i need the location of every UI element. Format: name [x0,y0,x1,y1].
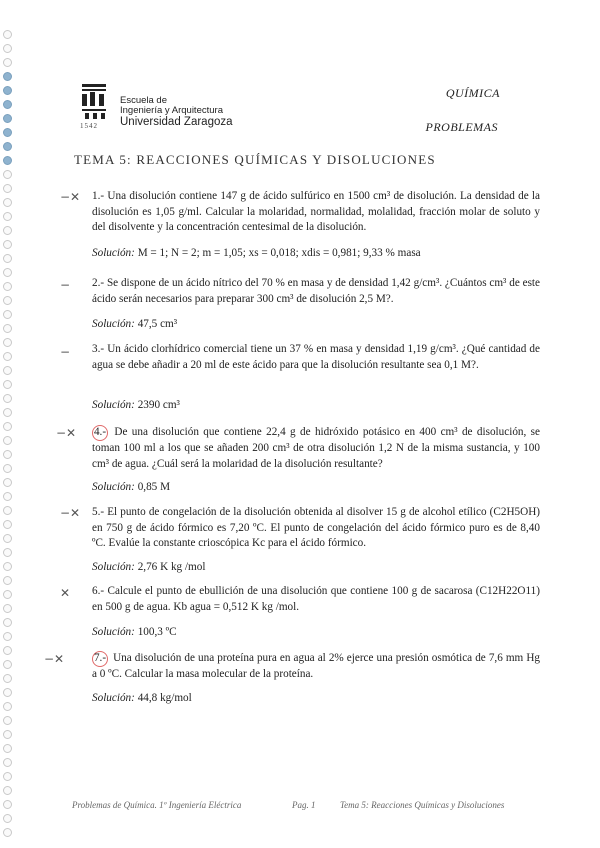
handwritten-mark-icon: − [60,278,71,292]
binder-ring-icon [3,436,12,445]
binder-ring-icon [3,170,12,179]
handwritten-mark-icon: −✕ [56,426,77,440]
solution-value: 44,8 kg/mol [137,692,192,704]
footer-topic: Tema 5: Reacciones Químicas y Disoluciones [340,800,505,810]
problem-text: Una disolución de una proteína pura en agua al 2% ejerce una presión osmótica de 7,6 mm Hg a 0 ºC. Calcular la masa molecular de la proteína. [92,652,540,680]
binder-ring-icon [3,338,12,347]
solution-label: Solución: [92,561,135,573]
problem-number: 7.- [92,651,108,667]
problem-text: Una disolución contiene 147 g de ácido sulfúrico en 1500 cm³ de disolución. La densidad de la disolución es 1,05 g/ml. Calcular la molaridad, normalidad, molalidad, fracción molar de soluto y del disolvente y la concentración centesimal de la disolución. [92,190,541,233]
binder-ring-icon [3,380,12,389]
binder-ring-icon [3,254,12,263]
section-title: PROBLEMAS [425,120,498,134]
problem-number: 4.- [92,425,108,441]
binder-ring-icon [3,282,12,291]
solution-6 [92,626,177,638]
binder-ring-icon [3,702,12,711]
binder-rings [0,0,22,848]
binder-ring-icon [3,478,12,487]
handwritten-mark-icon: −✕ [44,652,65,666]
problem-1 [92,189,540,236]
solution-3 [92,399,180,411]
handwritten-mark-icon: −✕ [60,190,81,204]
binder-ring-icon [3,520,12,529]
topic-title: TEMA 5: REACCIONES QUÍMICAS Y DISOLUCIONES [74,152,436,167]
logo-year: 1542 [80,122,98,130]
binder-ring-icon [3,310,12,319]
problem-text: El punto de congelación de la disolución obtenida al disolver 15 g de alcohol etílico (C2H5OH) en 750 g de ácido fórmico es 7,20 ºC. El punto de congelación del ácido fórmico puro es de 8,40 ºC. Evalúe la constante crioscópica Kc para el ácido fórmico. [92,506,541,549]
binder-ring-icon [3,422,12,431]
page-header [80,82,540,142]
binder-ring-icon [3,800,12,809]
solution-label: Solución: [92,692,135,704]
binder-ring-icon [3,198,12,207]
binder-ring-icon [3,618,12,627]
solution-2 [92,318,177,330]
binder-ring-icon [3,352,12,361]
solution-7 [92,692,192,704]
binder-ring-icon [3,548,12,557]
binder-ring-icon [3,688,12,697]
university-name: Universidad Zaragoza [120,115,233,128]
school-name [120,96,233,128]
binder-ring-icon [3,590,12,599]
binder-ring-icon [3,394,12,403]
binder-ring-icon [3,716,12,725]
problem-text: Calcule el punto de ebullición de una disolución que contiene 100 g de sacarosa (C12H22O11) en 500 g de agua. Kb agua = 0,512 K kg /mol. [92,585,540,613]
binder-ring-icon [3,86,12,95]
binder-ring-icon [3,408,12,417]
problem-number: 1.- [92,190,105,202]
school-line-2: Ingeniería y Arquitectura [120,104,223,116]
binder-ring-icon [3,268,12,277]
solution-value: 2,76 K kg /mol [137,561,206,573]
binder-ring-icon [3,646,12,655]
binder-ring-icon [3,534,12,543]
binder-ring-icon [3,30,12,39]
handwritten-mark-icon: ✕ [60,586,71,600]
problem-text: Un ácido clorhídrico comercial tiene un 37 % en masa y densidad 1,19 g/cm³. ¿Qué cantidad de agua se debe añadir a 20 ml de este ácido para que la disolución resultante sea 0,1 M?. [92,343,540,371]
solution-1 [92,247,421,259]
handwritten-mark-icon: − [60,345,71,359]
binder-ring-icon [3,366,12,375]
binder-ring-icon [3,142,12,151]
binder-ring-icon [3,758,12,767]
problem-3 [92,342,540,373]
binder-ring-icon [3,72,12,81]
problem-text: De una disolución que contiene 22,4 g de hidróxido potásico en 400 cm³ de disolución, se toman 100 ml a los que se añaden 200 cm³ de otra disolución 1,2 N de la misma sustancia, y 100 cm³ de agua. ¿Cuál será la molaridad de la disolución resultante? [92,426,540,470]
solution-label: Solución: [92,626,135,638]
solution-value: M = 1; N = 2; m = 1,05; xs = 0,018; xdis = 0,981; 9,33 % masa [137,247,421,259]
binder-ring-icon [3,786,12,795]
problem-number: 2.- [92,277,105,289]
problem-text: Se dispone de un ácido nítrico del 70 % en masa y de densidad 1,42 g/cm³. ¿Cuántos cm³ de este ácido serán necesarios para preparar 300 cm³ de disolución 2,5 M?. [92,277,540,305]
solution-value: 0,85 M [137,481,171,493]
solution-label: Solución: [92,481,135,493]
binder-ring-icon [3,58,12,67]
university-logo-icon [80,82,110,130]
binder-ring-icon [3,114,12,123]
binder-ring-icon [3,184,12,193]
problem-number: 3.- [92,343,105,355]
binder-ring-icon [3,128,12,137]
binder-ring-icon [3,604,12,613]
solution-4 [92,481,170,493]
solution-value: 2390 cm³ [137,399,180,411]
problem-number: 6.- [92,585,105,597]
problem-5 [92,505,540,552]
binder-ring-icon [3,828,12,837]
solution-label: Solución: [92,247,135,259]
problem-6 [92,584,540,615]
binder-ring-icon [3,464,12,473]
binder-ring-icon [3,814,12,823]
footer-course: Problemas de Química. 1º Ingeniería Eléctrica [72,800,242,810]
binder-ring-icon [3,772,12,781]
solution-value: 100,3 ºC [137,626,177,638]
solution-label: Solución: [92,318,135,330]
problem-number: 5.- [92,506,105,518]
binder-ring-icon [3,576,12,585]
problem-2 [92,276,540,307]
school-line-1: Escuela de [120,95,168,106]
solution-label: Solución: [92,399,135,411]
solution-value: 47,5 cm³ [137,318,178,330]
binder-ring-icon [3,632,12,641]
binder-ring-icon [3,212,12,221]
binder-ring-icon [3,324,12,333]
binder-ring-icon [3,100,12,109]
solution-5 [92,561,205,573]
binder-ring-icon [3,450,12,459]
handwritten-mark-icon: −✕ [60,506,81,520]
binder-ring-icon [3,492,12,501]
binder-ring-icon [3,296,12,305]
binder-ring-icon [3,506,12,515]
binder-ring-icon [3,156,12,165]
footer-page: Pag. 1 [292,800,316,810]
binder-ring-icon [3,660,12,669]
binder-ring-icon [3,44,12,53]
binder-ring-icon [3,674,12,683]
binder-ring-icon [3,240,12,249]
binder-ring-icon [3,730,12,739]
problem-4 [92,425,540,472]
problem-7 [92,651,540,683]
binder-ring-icon [3,562,12,571]
subject-title: QUÍMICA [445,86,500,100]
binder-ring-icon [3,744,12,753]
binder-ring-icon [3,226,12,235]
